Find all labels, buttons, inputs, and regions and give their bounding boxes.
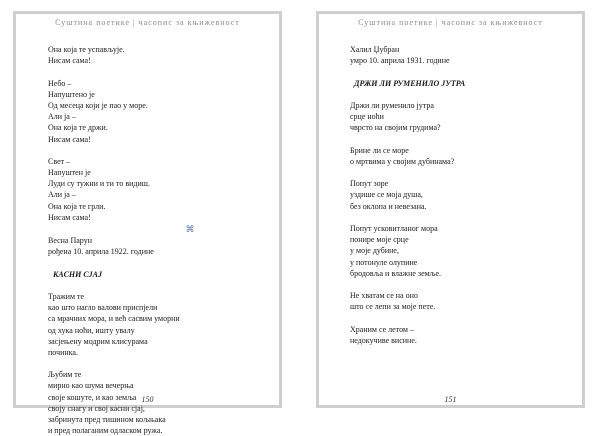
poem-line: Држи ли руменило јутра <box>350 100 434 110</box>
poem-line: чврсто на својим грудима? <box>350 123 441 133</box>
poem-line: као што нагло валови приспјели <box>48 303 158 313</box>
poem-title: ДРЖИ ЛИ РУМЕНИЛО ЈУТРА <box>354 78 466 88</box>
poem-line: мирно као шума вечерња <box>48 381 134 391</box>
poem-line: Тражим те <box>48 291 85 301</box>
poem-line: у моје дубине, <box>350 246 399 256</box>
poem-line: и пред полаганим одласком ружа. <box>48 426 163 436</box>
poem-line: забринута пред тишином кољњака <box>48 415 166 424</box>
poem-line: своје кошуте, и као земља <box>48 392 137 402</box>
poem-line: Небо – <box>48 78 72 88</box>
page-number: 151 <box>444 395 457 404</box>
author-dates: рођена 10. априла 1922. године <box>48 247 154 257</box>
poem-line: своју снагу и свој касни сјај, <box>48 403 145 413</box>
poem-line: о мртвима у својим дубинама? <box>350 156 455 166</box>
poem-line: Нисам сама! <box>48 134 91 144</box>
poem-line: Од месеца који је пао у море. <box>48 100 148 110</box>
poem-line: Она која те успављује. <box>48 45 125 54</box>
poem-line: Луди су тужни и ти то видиш. <box>48 179 150 189</box>
poem-line: уздише се моја душа, <box>350 190 423 200</box>
poem-line: Нисам сама! <box>48 56 91 66</box>
poem-line: Брине ли се море <box>350 145 409 155</box>
poem-line: срце ноћи <box>350 112 384 122</box>
running-header: Суштина поетике | часопис за књижевност <box>358 18 543 27</box>
poem-line: Али ја – <box>48 190 76 200</box>
poem-line: недокучиве висине. <box>350 335 417 345</box>
poem-line: Попут усковитланог мора <box>350 224 438 233</box>
poem-line: Свет – <box>48 156 71 166</box>
poem-title: КАСНИ СЈАЈ <box>53 269 103 279</box>
poem-line: починка. <box>48 347 78 357</box>
poem-line: бродовља и влажне земље. <box>350 268 442 278</box>
author-name: Халил Џубран <box>350 45 400 54</box>
right-page <box>316 11 585 408</box>
poem-line: Не хватам се на оно <box>350 291 418 301</box>
left-page-text <box>48 44 260 436</box>
poem-line: Храним се летом – <box>350 324 414 334</box>
author-dates: умро 10. априла 1931. године <box>350 56 450 66</box>
poem-line: Она која те грли. <box>48 201 106 211</box>
poem-line: Напуштен је <box>48 168 91 178</box>
poem-line: Попут зоре <box>350 179 389 189</box>
left-page <box>13 11 282 436</box>
poem-line: понире моје срце <box>350 235 409 245</box>
poem-line: засјењену модрим клисурама <box>48 336 148 346</box>
poem-line: од хука ноћи, иштy увалу <box>48 325 135 335</box>
ornament-icon: ⌘ <box>185 224 195 234</box>
poem-line: Али ја – <box>48 112 76 122</box>
author-name: Весна Парун <box>48 236 92 245</box>
poem-line: у потонуле олупине <box>350 257 418 267</box>
poem-line: што се лепи за моје пете. <box>350 302 436 312</box>
poem-line: Љубим те <box>48 370 82 380</box>
page-number: 150 <box>141 395 154 404</box>
right-page-text <box>350 44 465 346</box>
poem-line: без оклопа и невезана. <box>350 201 427 211</box>
poem-line: Напуштено је <box>48 89 95 99</box>
poem-line: Нисам сама! <box>48 212 91 222</box>
poem-line: Она која те држи. <box>48 123 108 133</box>
running-header: Суштина поетике | часопис за књижевност <box>55 18 240 27</box>
poem-line: са мрачних мора, и већ сасвим уморни <box>48 314 180 324</box>
